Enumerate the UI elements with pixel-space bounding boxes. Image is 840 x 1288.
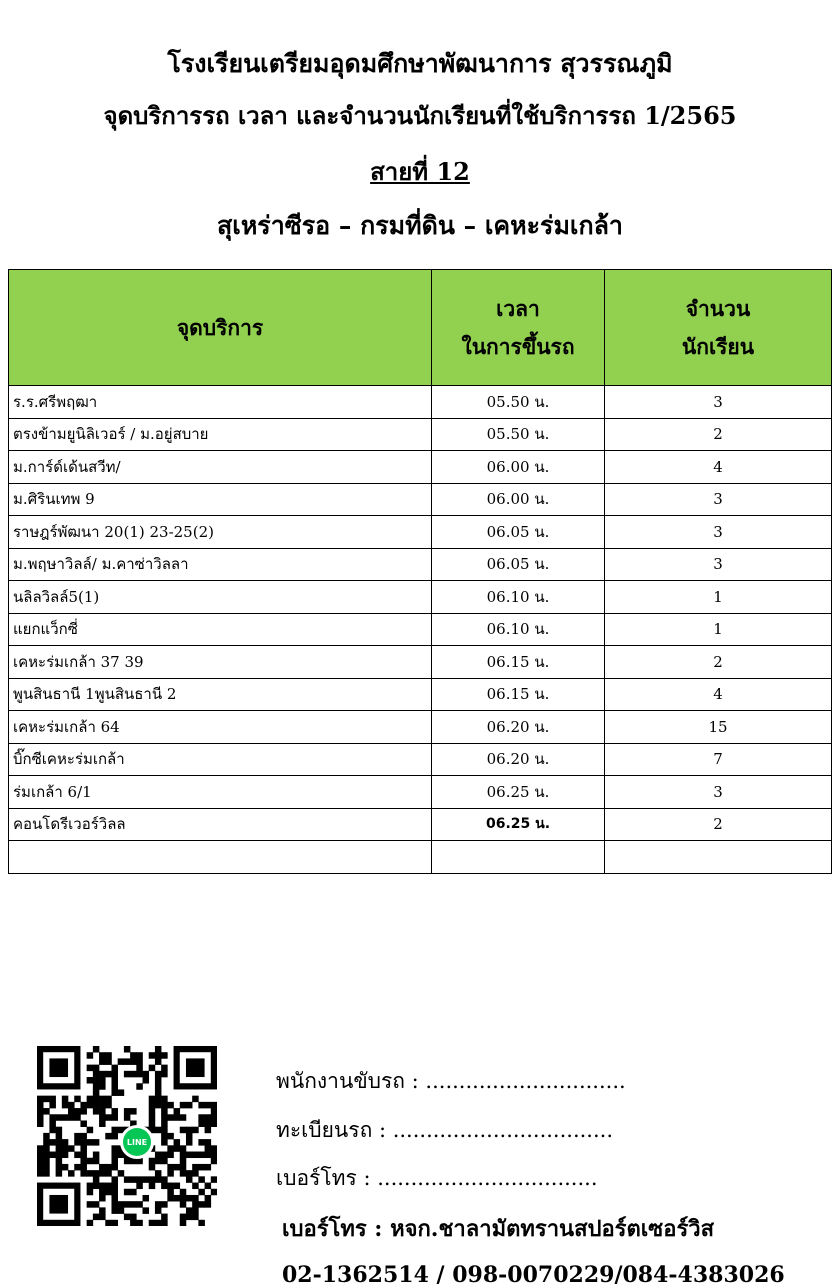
service-point-cell: บิ๊กซีเคหะร่มเกล้า — [9, 743, 432, 776]
boarding-time-cell: 06.05 น. — [432, 548, 605, 581]
table-row — [9, 418, 832, 451]
table-row — [9, 743, 832, 776]
service-point-cell: เคหะร่มเกล้า 64 — [9, 711, 432, 744]
student-count-cell: 3 — [605, 516, 832, 549]
boarding-time-cell: 05.50 น. — [432, 418, 605, 451]
table-row — [9, 711, 832, 744]
boarding-time-cell: 06.10 น. — [432, 613, 605, 646]
line-logo-icon — [120, 1125, 154, 1159]
phone-line: เบอร์โทร : ................................. — [276, 1166, 598, 1190]
company-phone-numbers: 02-1362514 / 098-0070229/084-4383026 — [282, 1262, 785, 1288]
student-count-cell: 2 — [605, 646, 832, 679]
boarding-time-cell: 06.15 น. — [432, 646, 605, 679]
document-subtitle: จุดบริการรถ เวลา และจำนวนนักเรียนที่ใช้บริการรถ 1/2565 — [103, 101, 737, 130]
boarding-time-cell: 06.10 น. — [432, 581, 605, 614]
service-point-cell: ร่มเกล้า 6/1 — [9, 776, 432, 809]
table-row — [9, 613, 832, 646]
service-point-cell — [9, 841, 432, 874]
boarding-time-cell — [432, 841, 605, 874]
table-row — [9, 548, 832, 581]
student-count-cell: 3 — [605, 776, 832, 809]
student-count-cell: 4 — [605, 451, 832, 484]
table-row — [9, 841, 832, 874]
service-point-cell: ตรงข้ามยูนิลิเวอร์ / ม.อยู่สบาย — [9, 418, 432, 451]
table-row — [9, 516, 832, 549]
table-row — [9, 646, 832, 679]
service-point-cell: นลิลวิลล์5(1) — [9, 581, 432, 614]
boarding-time-cell: 06.00 น. — [432, 483, 605, 516]
header-student-count: จำนวน นักเรียน — [605, 270, 832, 386]
boarding-time-cell: 05.50 น. — [432, 386, 605, 419]
service-point-cell: เคหะร่มเกล้า 37 39 — [9, 646, 432, 679]
student-count-cell: 4 — [605, 678, 832, 711]
student-count-cell: 15 — [605, 711, 832, 744]
boarding-time-cell: 06.20 น. — [432, 711, 605, 744]
route-number: สายที่ 12 — [370, 157, 470, 186]
table-row — [9, 451, 832, 484]
service-point-cell: แยกแว็กซี่ — [9, 613, 432, 646]
school-title: โรงเรียนเตรียมอุดมศึกษาพัฒนาการ สุวรรณภูมิ — [167, 49, 673, 78]
plate-line: ทะเบียนรถ : ................................. — [276, 1118, 613, 1142]
table-row — [9, 808, 832, 841]
line-qr-code — [37, 1046, 217, 1226]
student-count-cell: 2 — [605, 808, 832, 841]
table-row — [9, 678, 832, 711]
boarding-time-cell: 06.20 น. — [432, 743, 605, 776]
student-count-cell: 7 — [605, 743, 832, 776]
student-count-cell: 3 — [605, 548, 832, 581]
driver-line: พนักงานขับรถ : .............................. — [276, 1069, 626, 1093]
boarding-time-cell: 06.25 น. — [432, 808, 605, 841]
student-count-cell: 3 — [605, 386, 832, 419]
student-count-cell: 3 — [605, 483, 832, 516]
student-count-cell: 2 — [605, 418, 832, 451]
service-point-cell: ม.ศิรินเทพ 9 — [9, 483, 432, 516]
boarding-time-cell: 06.00 น. — [432, 451, 605, 484]
student-count-cell: 1 — [605, 581, 832, 614]
boarding-time-cell: 06.25 น. — [432, 776, 605, 809]
table-header-row — [9, 270, 832, 386]
student-count-cell: 1 — [605, 613, 832, 646]
header-boarding-time: เวลา ในการขึ้นรถ — [432, 270, 605, 386]
table-row — [9, 483, 832, 516]
header-service-point: จุดบริการ — [9, 270, 432, 386]
service-points-table — [8, 269, 832, 874]
table-row — [9, 581, 832, 614]
service-point-cell: ราษฎร์พัฒนา 20(1) 23-25(2) — [9, 516, 432, 549]
service-point-cell: คอนโดรีเวอร์วิลล — [9, 808, 432, 841]
service-point-cell: ม.การ์ด์เด้นสวีท/ — [9, 451, 432, 484]
boarding-time-cell: 06.15 น. — [432, 678, 605, 711]
service-point-cell: ม.พฤษาวิลล์/ ม.คาซ่าวิลลา — [9, 548, 432, 581]
line-badge-text: LINE — [126, 1138, 148, 1147]
student-count-cell — [605, 841, 832, 874]
service-point-cell: ร.ร.ศรีพฤฒา — [9, 386, 432, 419]
route-path: สุเหร่าซีรอ – กรมที่ดิน – เคหะร่มเกล้า — [217, 211, 623, 240]
company-contact: เบอร์โทร : หจก.ชาลามัตทรานสปอร์ตเซอร์วิส — [282, 1216, 715, 1242]
boarding-time-cell: 06.05 น. — [432, 516, 605, 549]
table-row — [9, 386, 832, 419]
service-point-cell: พูนสินธานี 1พูนสินธานี 2 — [9, 678, 432, 711]
table-row — [9, 776, 832, 809]
